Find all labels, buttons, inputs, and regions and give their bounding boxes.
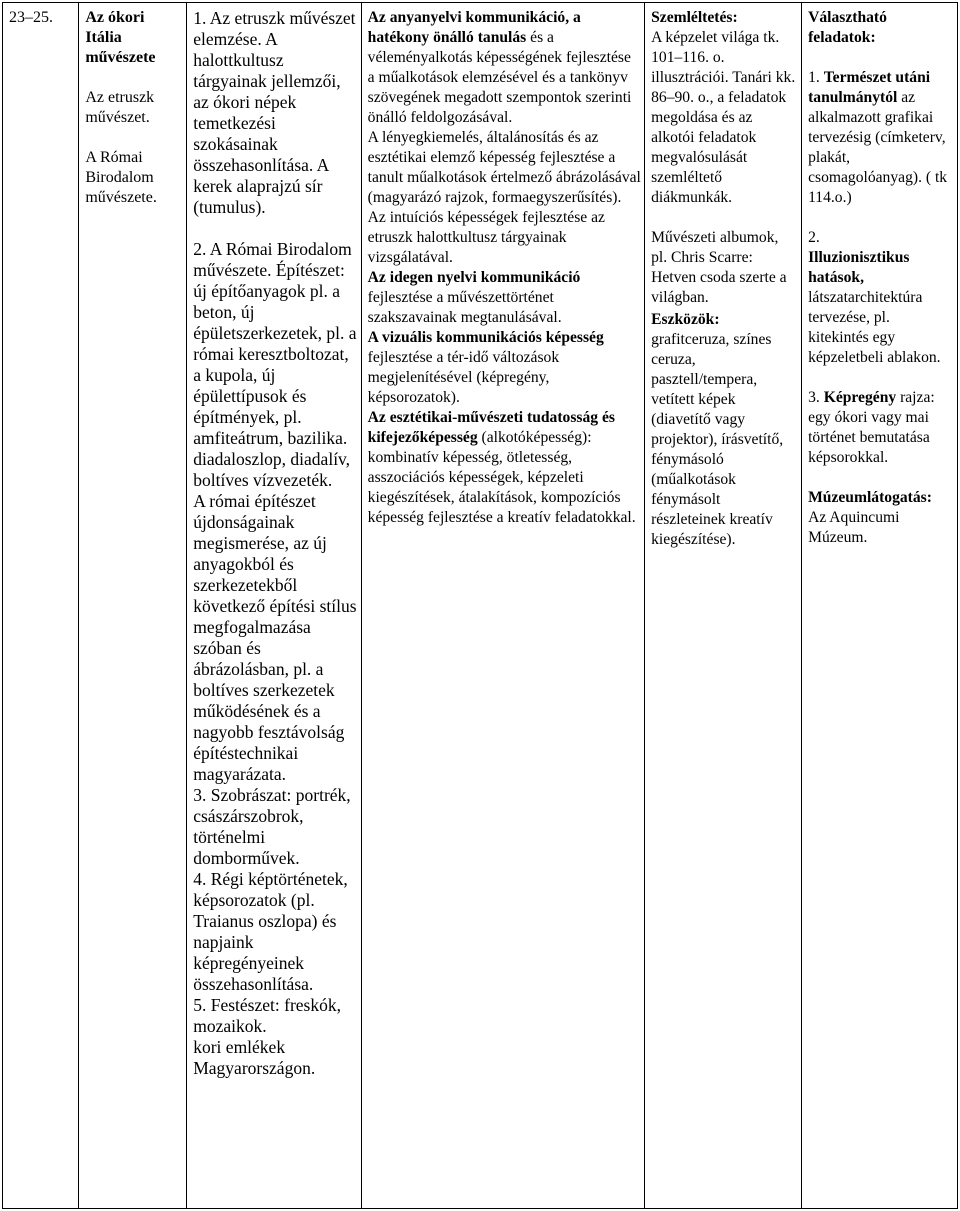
development-text-2: A lényegkiemelés, általánosítás és az esztétikai elemző képesség fejlesztése a tanult műalkotások értelmező ábrázolásával (magyarázó rajzok, formaegyszerűsítés). xyxy=(367,129,641,206)
task-bold-3: Képregény xyxy=(823,389,897,406)
task-item-2 xyxy=(808,228,954,368)
task-item-1 xyxy=(808,68,954,208)
curriculum-table xyxy=(2,2,958,1209)
development-text-5: fejlesztése a tér-idő változások megjelenítésével (képregény, képsorozatok). xyxy=(367,349,560,406)
task-item-3 xyxy=(808,388,954,468)
illustration-heading: Szemléltetés: xyxy=(651,9,738,26)
task-bold-2: Illuzionisztikus hatások, xyxy=(808,249,910,286)
subtopic-2: A Római Birodalom művészete. xyxy=(85,149,157,206)
development-text-3: Az intuíciós képességek fejlesztése az etruszk halottkultusz tárgyainak vizsgálatával. xyxy=(367,209,605,266)
hours-cell xyxy=(3,3,79,1209)
development-item-3 xyxy=(368,208,641,268)
subtopic-1: Az etruszk művészet. xyxy=(85,89,155,126)
illustration-cell xyxy=(645,3,802,1209)
content-item-2: 2. A Római Birodalom művészete. Építészet: új építőanyagok pl. a beton, új épületszerkezetek, pl. a római keresztboltozat, a kupola, új épülettípusok és építmények, pl. amfiteátrum, bazilika. diadaloszlop, diadalív, boltíves vízvezeték. xyxy=(193,239,357,490)
content-item-5: 4. Régi képtörténetek, képsorozatok (pl. Traianus oszlopa) és napjaink képregényeinek összehasonlítása. xyxy=(193,869,348,994)
content-item-3: A római építészet újdonságainak megismerése, az új anyagokból és szerkezetekből következő építési stílus megfogalmazása szóban és ábrázolásban, pl. a boltíves szerkezetek működésének és a nagyobb fesztávolság építéstechnikai magyarázata. xyxy=(193,491,357,784)
development-bold-4: Az idegen nyelvi kommunikáció xyxy=(367,269,581,286)
task-text-1: az alkalmazott grafikai tervezésig (címketerv, plakát, csomagolóanyag). ( tk 114.o.) xyxy=(808,89,948,206)
illustration-text-1: A képzelet világa tk. 101–116. o. illusztrációi. Tanári kk. 86–90. o., a feladatok megoldása és az alkotói feladatok megvalósulását szemléltető diákmunkák. xyxy=(651,29,796,206)
task-text-2: látszatarchitektúra tervezése, pl. kitekintés egy képzeletbeli ablakon. xyxy=(808,289,941,366)
topic-title: Az ókori Itália művészete xyxy=(85,9,156,66)
content-cell xyxy=(187,3,361,1209)
development-bold-5: A vizuális kommunikációs képesség xyxy=(367,329,604,346)
development-text-4: fejlesztése a művészettörténet szakszavainak megtanulásával. xyxy=(367,289,562,326)
task-text-3: rajza: egy ókori vagy mai történet bemutatása képsorokkal. xyxy=(808,389,935,466)
illustration-text-2: Művészeti albumok, pl. Chris Scarre: Hetven csoda szerte a világban. xyxy=(651,229,787,306)
content-item-4: 3. Szobrászat: portrék, császárszobrok, történelmi domborművek. xyxy=(193,785,351,868)
topic-cell xyxy=(79,3,187,1209)
tools-heading: Eszközök: xyxy=(651,311,720,328)
tasks-cell xyxy=(802,3,958,1209)
content-item-1: 1. Az etruszk művészet elemzése. A halottkultusz tárgyainak jellemzői, az ókori népek temetkezési szokásainak összehasonlítása. A kerek alaprajzú sír (tumulus). xyxy=(193,8,356,217)
museum-heading: Múzeumlátogatás: xyxy=(808,489,932,506)
development-bold-1: Az anyanyelvi kommunikáció, a hatékony önálló tanulás xyxy=(367,9,581,46)
hours-label: 23–25. xyxy=(9,9,53,26)
tasks-heading: Választható feladatok: xyxy=(808,9,887,46)
museum-text: Az Aquincumi Múzeum. xyxy=(808,509,900,546)
task-num-2: 2. xyxy=(808,229,820,246)
development-text-6: (alkotóképesség): kombinatív képesség, ötletesség, asszociációs képességek, képzeleti kiegészítések, átalakítások, kompozíciós képesség fejlesztése a kreatív feladatokkal. xyxy=(367,429,636,526)
task-num-1: 1. xyxy=(808,69,820,86)
tools-text: grafitceruza, színes ceruza, pasztell/tempera, vetített képek (diavetítő vagy projektor), írásvetítő, fénymásoló (műalkotások fénymásolt részleteinek kreatív kiegészítése). xyxy=(651,331,784,548)
task-bold-1: Természet utáni tanulmánytól xyxy=(808,69,931,106)
development-bold-6: Az esztétikai-művészeti tudatosság és kifejezőképesség xyxy=(367,409,615,446)
development-item-6 xyxy=(368,408,641,528)
content-item-7: kori emlékek Magyarországon. xyxy=(193,1037,316,1078)
task-num-3: 3. xyxy=(808,389,820,406)
development-text-1: és a véleményalkotás képességének fejlesztése a műalkotások elemzésével és a tankönyv szövegének megadott szempontok szerinti önálló feldolgozásával. xyxy=(367,29,632,126)
content-item-6: 5. Festészet: freskók, mozaikok. xyxy=(193,995,341,1036)
development-item-5 xyxy=(368,328,641,408)
development-cell xyxy=(361,3,644,1209)
table-row xyxy=(3,3,958,1209)
development-item-4 xyxy=(368,268,641,328)
development-item-1 xyxy=(368,8,641,128)
development-item-2 xyxy=(368,128,641,208)
